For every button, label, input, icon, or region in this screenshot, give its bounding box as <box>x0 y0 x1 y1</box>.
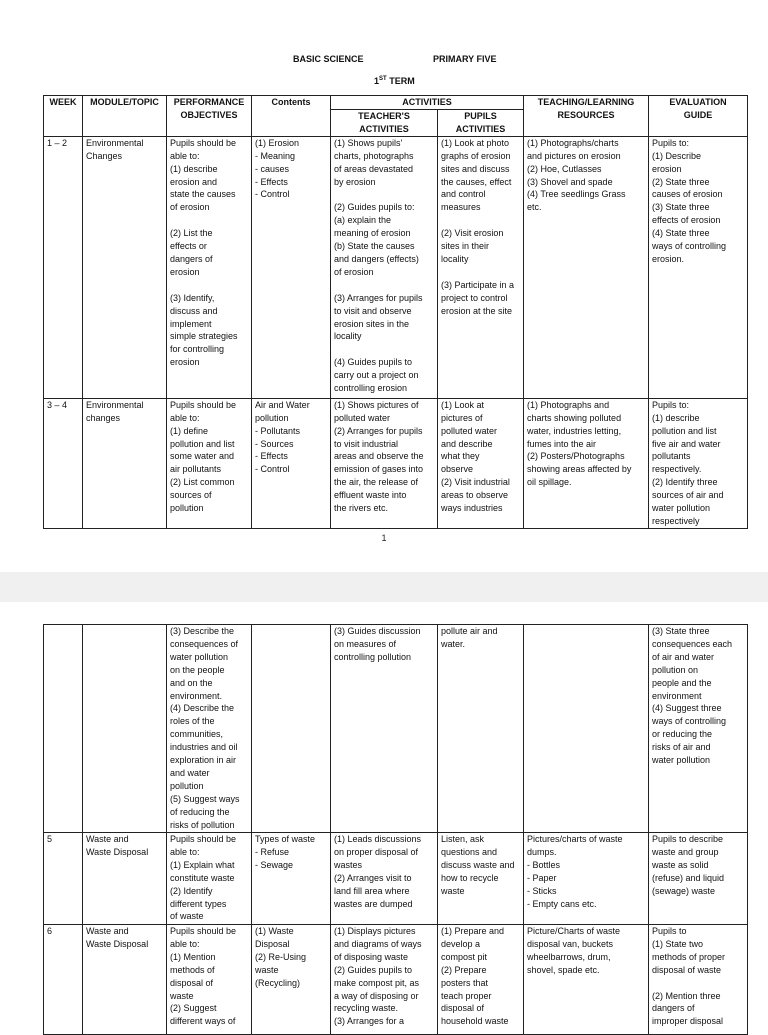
term-suffix: ST <box>379 76 387 82</box>
cell-contents: Air and Water pollution - Pollutants - Sources - Effects - Control <box>252 398 331 528</box>
cell-resources: (1) Photographs/charts and pictures on erosion (2) Hoe, Cutlasses (3) Shovel and spade (4) Tree seedlings Grass etc. <box>524 136 649 398</box>
cell-objectives: Pupils should be able to: (1) define pollution and list some water and air pollutants (2) List common sources of pollution <box>167 398 252 528</box>
table-row <box>44 833 748 925</box>
page-break <box>0 572 768 602</box>
cell-module: Environmental changes <box>83 398 167 528</box>
term-number: 1 <box>374 76 380 86</box>
cell-contents: Types of waste - Refuse - Sewage <box>252 833 331 925</box>
scheme-table-page-1 <box>43 95 748 529</box>
cell-module: Waste and Waste Disposal <box>83 833 167 925</box>
cell-evaluation: Pupils to (1) State two methods of proper disposal of waste (2) Mention three dangers of improper disposal <box>649 925 748 1035</box>
cell-teacher: (1) Shows pupils' charts, photographs of areas devastated by erosion (2) Guides pupils to: (a) explain the meaning of erosion (b) State the causes and dangers (effects) of erosion (3) Arranges for pupils to visit and observe erosion sites in the locality (4) Guides pupils to carry out a project on controlling erosion <box>331 136 438 398</box>
cell-contents: (1) Erosion - Meaning - causes - Effects - Control <box>252 136 331 398</box>
table-row <box>44 625 748 833</box>
cell-module: Environmental Changes <box>83 136 167 398</box>
col-header-pupils: PUPILS ACTIVITIES <box>438 110 524 137</box>
cell-objectives: Pupils should be able to: (1) Mention methods of disposal of waste (2) Suggest different ways of <box>167 925 252 1035</box>
cell-resources: (1) Photographs and charts showing polluted water, industries letting, fumes into the air (2) Posters/Photographs showing areas affected by oil spillage. <box>524 398 649 528</box>
cell-week: 1 – 2 <box>44 136 83 398</box>
cell-teacher: (1) Displays pictures and diagrams of ways of disposing waste (2) Guides pupils to make compost pit, as a way of disposing or recycling waste. (3) Arranges for a <box>331 925 438 1035</box>
page-number: 1 <box>381 533 387 543</box>
col-header-module: MODULE/TOPIC <box>83 96 167 137</box>
cell-objectives: Pupils should be able to: (1) Explain what constitute waste (2) Identify different types of waste <box>167 833 252 925</box>
subject-title: BASIC SCIENCE <box>293 54 364 64</box>
term-word: TERM <box>389 76 415 86</box>
table-row <box>44 136 748 398</box>
table-row <box>44 398 748 528</box>
cell-teacher: (1) Leads discussions on proper disposal of wastes (2) Arranges visit to land fill area where wastes are dumped <box>331 833 438 925</box>
scheme-table-page-2 <box>43 624 748 1035</box>
cell-pupils: Listen, ask questions and discuss waste and how to recycle waste <box>438 833 524 925</box>
cell-resources: Picture/Charts of waste disposal van, buckets wheelbarrows, drum, shovel, spade etc. <box>524 925 649 1035</box>
cell-pupils: pollute air and water. <box>438 625 524 833</box>
cell-pupils: (1) Look at photo graphs of erosion sites and discuss the causes, effect and control measures (2) Visit erosion sites in their locality (3) Participate in a project to control erosion at the site <box>438 136 524 398</box>
cell-pupils: (1) Prepare and develop a compost pit (2) Prepare posters that teach proper disposal of household waste <box>438 925 524 1035</box>
col-header-teacher: TEACHER'S ACTIVITIES <box>331 110 438 137</box>
term-title <box>374 74 415 87</box>
cell-teacher: (1) Shows pictures of polluted water (2) Arranges for pupils to visit industrial areas and observe the emission of gases into the air, the release of effluent waste into the rivers etc. <box>331 398 438 528</box>
col-header-objectives: PERFORMANCE OBJECTIVES <box>167 96 252 137</box>
cell-week: 6 <box>44 925 83 1035</box>
cell-evaluation: Pupils to: (1) Describe erosion (2) State three causes of erosion (3) State three effects of erosion (4) State three ways of controlling erosion. <box>649 136 748 398</box>
cell-module: Waste and Waste Disposal <box>83 925 167 1035</box>
col-header-activities: ACTIVITIES <box>331 96 524 110</box>
col-header-resources: TEACHING/LEARNING RESOURCES <box>524 96 649 137</box>
cell-evaluation: (3) State three consequences each of air and water pollution on people and the environment (4) Suggest three ways of controlling or reducing the risks of air and water pollution <box>649 625 748 833</box>
cell-resources: Pictures/charts of waste dumps. - Bottles - Paper - Sticks - Empty cans etc. <box>524 833 649 925</box>
cell-evaluation: Pupils to: (1) describe pollution and list five air and water pollutants respectively. (2) Identify three sources of air and water pollution respectively <box>649 398 748 528</box>
cell-teacher: (3) Guides discussion on measures of controlling pollution <box>331 625 438 833</box>
cell-objectives: Pupils should be able to: (1) describe erosion and state the causes of erosion (2) List the effects or dangers of erosion (3) Identify, discuss and implement simple strategies for controlling erosion <box>167 136 252 398</box>
col-header-evaluation: EVALUATION GUIDE <box>649 96 748 137</box>
cell-contents <box>252 625 331 833</box>
cell-objectives: (3) Describe the consequences of water pollution on the people and on the environment. (4) Describe the roles of the communities, industries and oil exploration in air and water pollution (5) Suggest ways of reducing the risks of pollution <box>167 625 252 833</box>
col-header-week: WEEK <box>44 96 83 137</box>
col-header-contents: Contents <box>252 96 331 137</box>
cell-contents: (1) Waste Disposal (2) Re-Using waste (Recycling) <box>252 925 331 1035</box>
cell-week: 5 <box>44 833 83 925</box>
cell-week: 3 – 4 <box>44 398 83 528</box>
cell-pupils: (1) Look at pictures of polluted water and describe what they observe (2) Visit industrial areas to observe ways industries <box>438 398 524 528</box>
cell-module <box>83 625 167 833</box>
cell-resources <box>524 625 649 833</box>
table-row <box>44 925 748 1035</box>
class-title: PRIMARY FIVE <box>433 54 497 64</box>
cell-week <box>44 625 83 833</box>
cell-evaluation: Pupils to describe waste and group waste as solid (refuse) and liquid (sewage) waste <box>649 833 748 925</box>
